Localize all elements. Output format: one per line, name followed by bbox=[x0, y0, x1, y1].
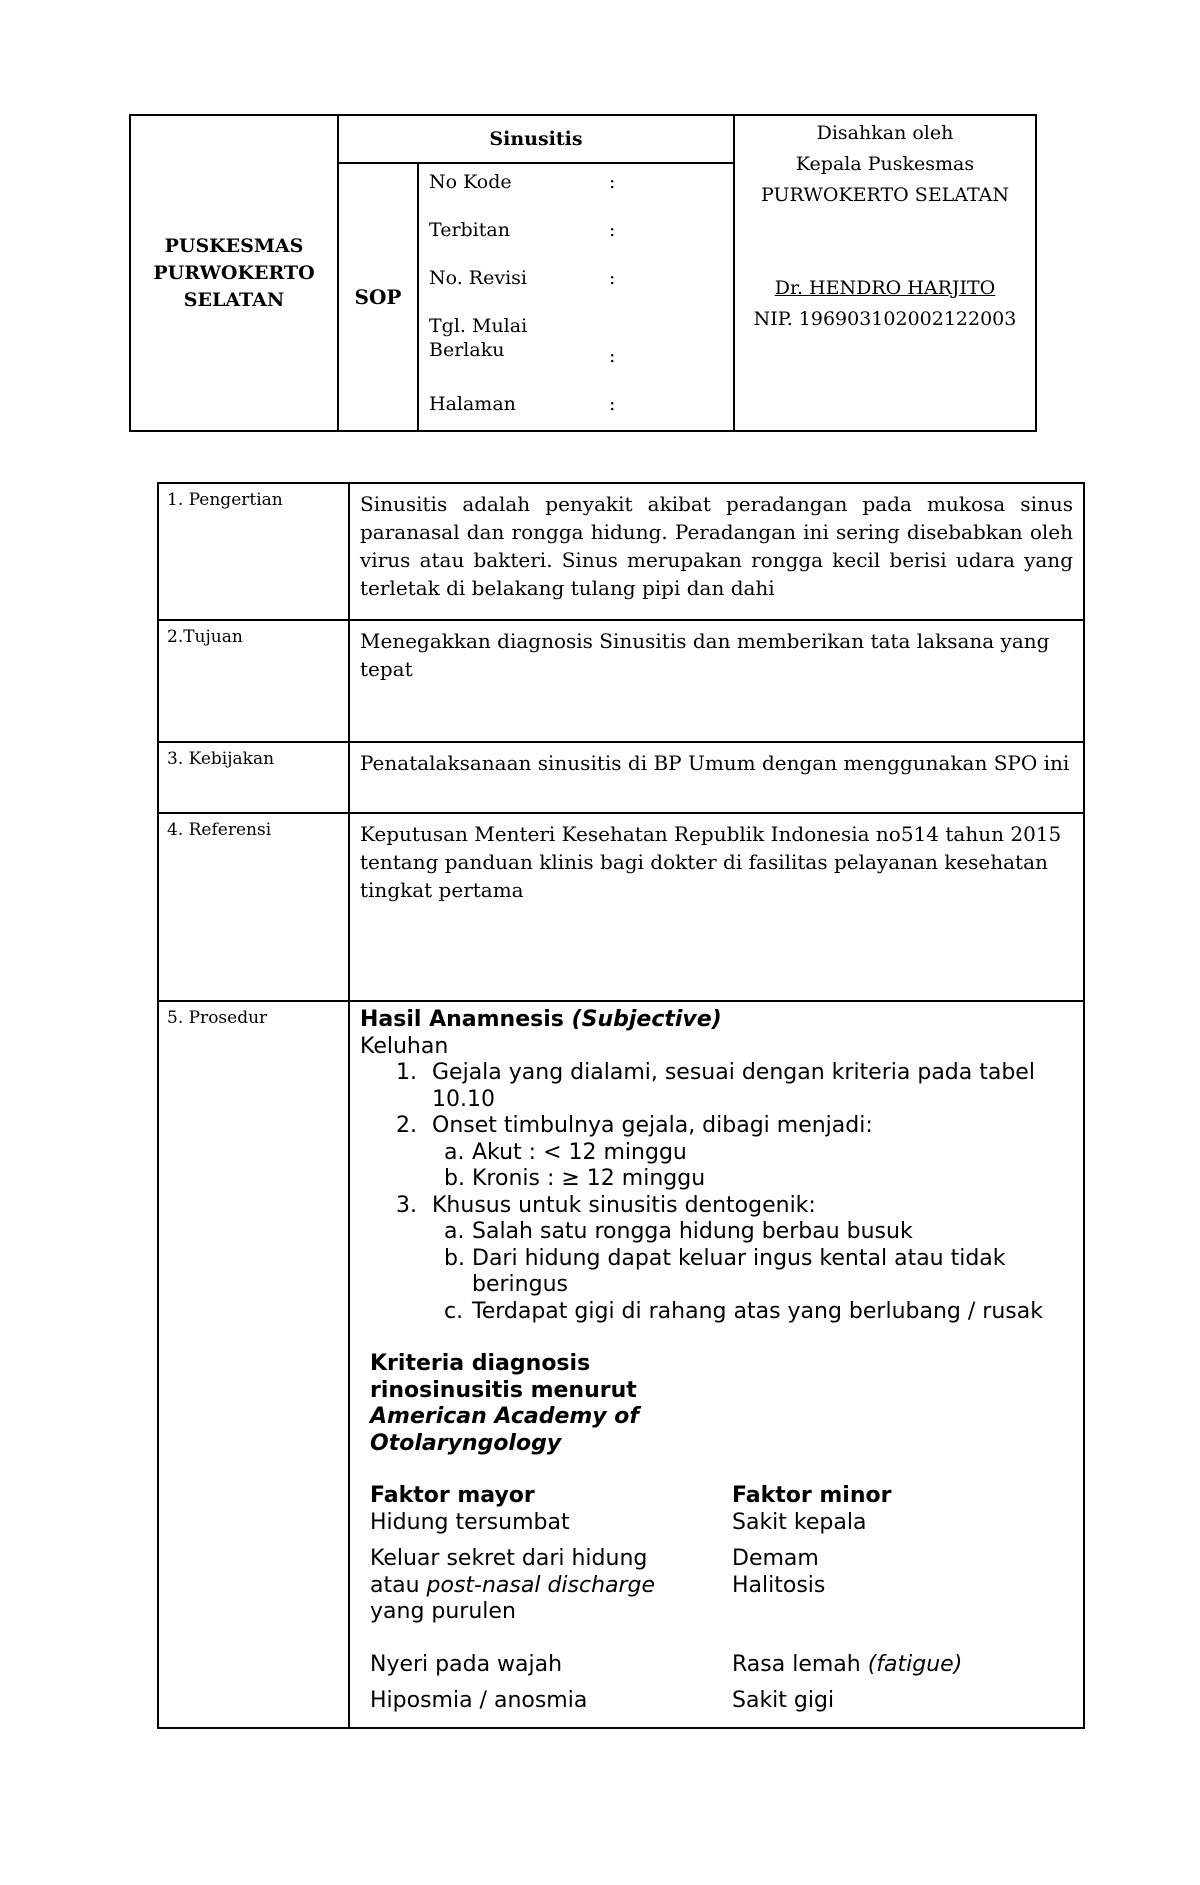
approval-line-1: Disahkan oleh bbox=[816, 122, 954, 144]
section-label: 4. Referensi bbox=[158, 813, 349, 1001]
section-label: 5. Prosedur bbox=[158, 1001, 349, 1728]
minor-factor-text: Rasa lemah bbox=[732, 1651, 868, 1677]
major-factor-italic: post-nasal discharge bbox=[426, 1572, 656, 1598]
major-factor: Hiposmia / anosmia bbox=[370, 1688, 588, 1713]
doc-type-label: SOP bbox=[338, 163, 418, 431]
section-row-prosedur bbox=[158, 1001, 1084, 1728]
approval-line-3: PURWOKERTO SELATAN bbox=[761, 184, 1009, 206]
section-content: Keputusan Menteri Kesehatan Republik Indonesia no514 tahun 2015 tentang panduan klinis bagi dokter di fasilitas pelayanan kesehatan tingkat pertama bbox=[349, 813, 1084, 1001]
field-colon: : bbox=[609, 345, 616, 367]
criteria-title-text: Kriteria diagnosis rinosinusitis menurut bbox=[370, 1351, 637, 1403]
section-label: 2.Tujuan bbox=[158, 620, 349, 742]
field-label bbox=[429, 314, 609, 368]
sub-list-letter: b. bbox=[444, 1245, 465, 1271]
list-number: 3. bbox=[396, 1192, 417, 1218]
sub-list-text: Kronis : ≥ 12 minggu bbox=[472, 1166, 706, 1191]
major-factor-header: Faktor mayor bbox=[370, 1483, 535, 1508]
minor-factor-text: Demam bbox=[732, 1546, 819, 1571]
institution-line: PURWOKERTO bbox=[153, 261, 315, 284]
major-factor: Nyeri pada wajah bbox=[370, 1651, 563, 1677]
section-content: Menegakkan diagnosis Sinusitis dan memberikan tata laksana yang tepat bbox=[349, 620, 1084, 742]
minor-factor bbox=[732, 1652, 1073, 1679]
field-colon: : bbox=[609, 267, 616, 289]
section-label: 1. Pengertian bbox=[158, 483, 349, 620]
list-text: Onset timbulnya gejala, dibagi menjadi: bbox=[432, 1113, 873, 1138]
minor-factor: Sakit gigi bbox=[732, 1688, 835, 1713]
minor-factor-header: Faktor minor bbox=[732, 1483, 892, 1508]
field-label: Terbitan bbox=[429, 219, 510, 241]
criteria-title-source: American Academy of Otolaryngology bbox=[370, 1404, 639, 1456]
field-label: No Kode bbox=[429, 171, 512, 193]
field-no-revisi bbox=[429, 266, 725, 290]
document-fields bbox=[418, 163, 734, 431]
field-halaman bbox=[429, 392, 725, 416]
section-content: Penatalaksanaan sinusitis di BP Umum dengan menggunakan SPO ini bbox=[349, 742, 1084, 813]
sub-list-text: Dari hidung dapat keluar ingus kental atau tidak beringus bbox=[472, 1245, 1006, 1297]
institution-line: SELATAN bbox=[183, 288, 285, 311]
document-title: Sinusitis bbox=[338, 115, 734, 163]
field-colon: : bbox=[609, 171, 616, 193]
sub-list-item bbox=[360, 1246, 1073, 1299]
sub-list-item bbox=[360, 1219, 1073, 1246]
major-factor bbox=[370, 1546, 732, 1626]
list-item bbox=[360, 1193, 1073, 1220]
procedure-content bbox=[349, 1001, 1084, 1728]
section-row bbox=[158, 813, 1084, 1001]
major-factor: Hidung tersumbat bbox=[370, 1509, 570, 1535]
list-item bbox=[360, 1113, 1073, 1140]
institution-line: PUSKESMAS bbox=[164, 234, 304, 257]
heading-text: Hasil Anamnesis bbox=[360, 1007, 564, 1032]
approval-block bbox=[734, 115, 1036, 431]
section-label: 3. Kebijakan bbox=[158, 742, 349, 813]
sub-list-letter: c. bbox=[444, 1298, 464, 1324]
list-number: 2. bbox=[396, 1113, 417, 1138]
field-tgl-mulai bbox=[429, 314, 725, 368]
approver-name: Dr. HENDRO HARJITO bbox=[774, 277, 996, 299]
approver-nip: NIP. 196903102002122003 bbox=[753, 308, 1017, 330]
list-item bbox=[360, 1060, 1073, 1113]
approval-line-2: Kepala Puskesmas bbox=[795, 153, 975, 175]
sub-list-text: Terdapat gigi di rahang atas yang berlubang / rusak bbox=[472, 1298, 1043, 1324]
major-factor-text: Keluar sekret dari hidung atau bbox=[370, 1546, 648, 1598]
section-row bbox=[158, 483, 1084, 620]
institution-name bbox=[130, 115, 338, 431]
sub-list-item bbox=[360, 1140, 1073, 1167]
sub-list-item bbox=[360, 1166, 1073, 1193]
procedure-heading bbox=[360, 1007, 1073, 1034]
sub-list-letter: a. bbox=[444, 1139, 465, 1165]
field-terbitan bbox=[429, 218, 725, 242]
field-colon: : bbox=[609, 219, 616, 241]
field-label: No. Revisi bbox=[429, 267, 527, 289]
section-row bbox=[158, 620, 1084, 742]
minor-factor: Sakit kepala bbox=[732, 1509, 867, 1535]
sub-list-letter: b. bbox=[444, 1166, 465, 1191]
field-label-line: Berlaku bbox=[429, 339, 505, 361]
minor-factor-italic: (fatigue) bbox=[867, 1651, 963, 1677]
field-label: Halaman bbox=[429, 393, 516, 415]
sub-list-letter: a. bbox=[444, 1219, 465, 1244]
sop-header-table bbox=[129, 114, 1037, 432]
major-factor-text: yang purulen bbox=[370, 1599, 516, 1624]
sop-content-table bbox=[157, 482, 1085, 1729]
sub-list-text: Akut : < 12 minggu bbox=[472, 1139, 687, 1165]
procedure-subheading: Keluhan bbox=[360, 1033, 449, 1059]
heading-italic: (Subjective) bbox=[571, 1007, 722, 1032]
criteria-factor-table bbox=[360, 1483, 1073, 1715]
minor-factor-text: Halitosis bbox=[732, 1572, 826, 1598]
list-text: Khusus untuk sinusitis dentogenik: bbox=[432, 1192, 816, 1218]
sub-list-item bbox=[360, 1299, 1073, 1326]
section-content: Sinusitis adalah penyakit akibat peradangan pada mukosa sinus paranasal dan rongga hidung. Peradangan ini sering disebabkan oleh virus atau bakteri. Sinus merupakan rongga kecil berisi udara yang terletak di belakang tulang pipi dan dahi bbox=[349, 483, 1084, 620]
sub-list-text: Salah satu rongga hidung berbau busuk bbox=[472, 1219, 913, 1244]
list-number: 1. bbox=[396, 1060, 417, 1085]
field-colon: : bbox=[609, 393, 616, 415]
field-label-line: Tgl. Mulai bbox=[429, 315, 528, 337]
minor-factor bbox=[732, 1546, 1073, 1626]
section-row bbox=[158, 742, 1084, 813]
field-no-kode bbox=[429, 170, 725, 194]
list-text: Gejala yang dialami, sesuai dengan kriteria pada tabel 10.10 bbox=[432, 1060, 1035, 1112]
criteria-title bbox=[360, 1351, 690, 1457]
